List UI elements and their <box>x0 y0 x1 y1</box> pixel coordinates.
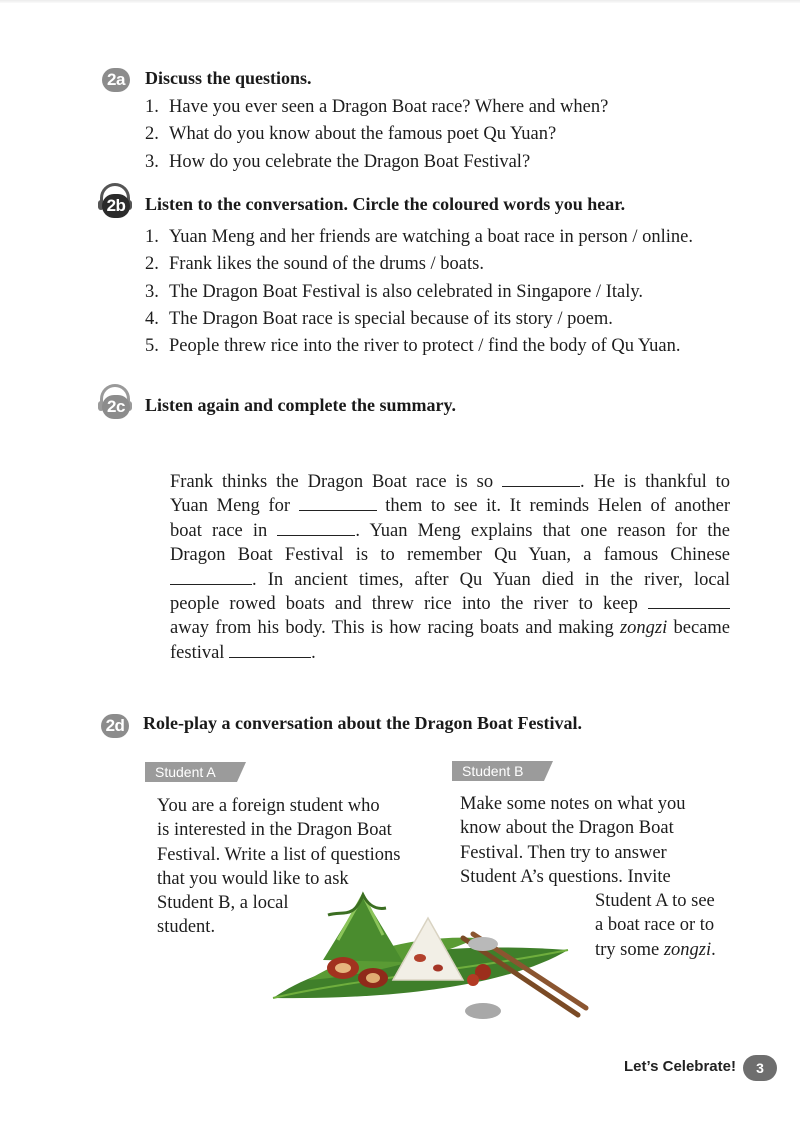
list-item: 5. People threw rice into the river to protect / find the body of Qu Yuan. <box>145 336 681 357</box>
student-b-instructions: Make some notes on what you know about the Dragon Boat Festival. Then try to answer Student A’s questions. Invite Student A to see a boat race or to try some zongzi. <box>460 794 716 960</box>
list-item: 4. The Dragon Boat race is special because of its story / poem. <box>145 308 613 329</box>
list-item: 2. Frank likes the sound of the drums / boats. <box>145 254 484 275</box>
zongzi-illustration <box>268 880 598 1030</box>
section-badge-2b: 2b <box>102 194 130 218</box>
student-b-tag: Student B <box>452 761 544 781</box>
section-badge-2c: 2c <box>102 395 130 419</box>
student-a-instructions: You are a foreign student who is interested in the Dragon Boat Festival. Write a list of questions that you would like to ask Student B, a local student. <box>157 796 401 938</box>
answer-blank[interactable] <box>299 495 377 511</box>
footer-title: Let’s Celebrate! <box>624 1058 736 1075</box>
answer-blank[interactable] <box>170 569 252 585</box>
section-2a-heading: Discuss the questions. <box>145 68 312 88</box>
discussion-questions <box>145 94 608 176</box>
section-2d-heading: Role-play a conversation about the Dragon Boat Festival. <box>143 713 582 733</box>
section-2b-heading: Listen to the conversation. Circle the coloured words you hear. <box>145 194 626 214</box>
answer-blank[interactable] <box>277 520 355 536</box>
section-2c-heading: Listen again and complete the summary. <box>145 395 457 415</box>
list-item: 3. How do you celebrate the Dragon Boat Festival? <box>145 151 531 172</box>
summary-paragraph: Frank thinks the Dragon Boat race is so . He is thankful to Yuan Meng for them to see it. It reminds Helen of another boat race in . Yuan Meng explains that one reason for the Dragon Boat Festival is to remember Qu Yuan, a famous Chinese . In ancient times, after Qu Yuan died in the river, local people rowed boats and threw rice into the river to keep away from his body. This is how racing boats and making zongzi became festival . <box>170 472 731 663</box>
answer-blank[interactable] <box>502 471 580 487</box>
section-badge-2a: 2a <box>102 68 130 92</box>
answer-blank[interactable] <box>648 593 730 609</box>
list-item: 1. Have you ever seen a Dragon Boat race? Where and when? <box>145 97 609 117</box>
list-item: 2. What do you know about the famous poet Qu Yuan? <box>145 124 557 145</box>
page-number: 3 <box>743 1055 777 1081</box>
answer-blank[interactable] <box>229 642 311 658</box>
list-item: 1. Yuan Meng and her friends are watching a boat race in person / online. <box>145 227 693 247</box>
top-edge <box>0 0 800 3</box>
student-a-tag: Student A <box>145 762 237 782</box>
list-item: 3. The Dragon Boat Festival is also celebrated in Singapore / Italy. <box>145 281 644 302</box>
listening-statements <box>145 224 693 360</box>
section-badge-2d: 2d <box>101 714 129 738</box>
